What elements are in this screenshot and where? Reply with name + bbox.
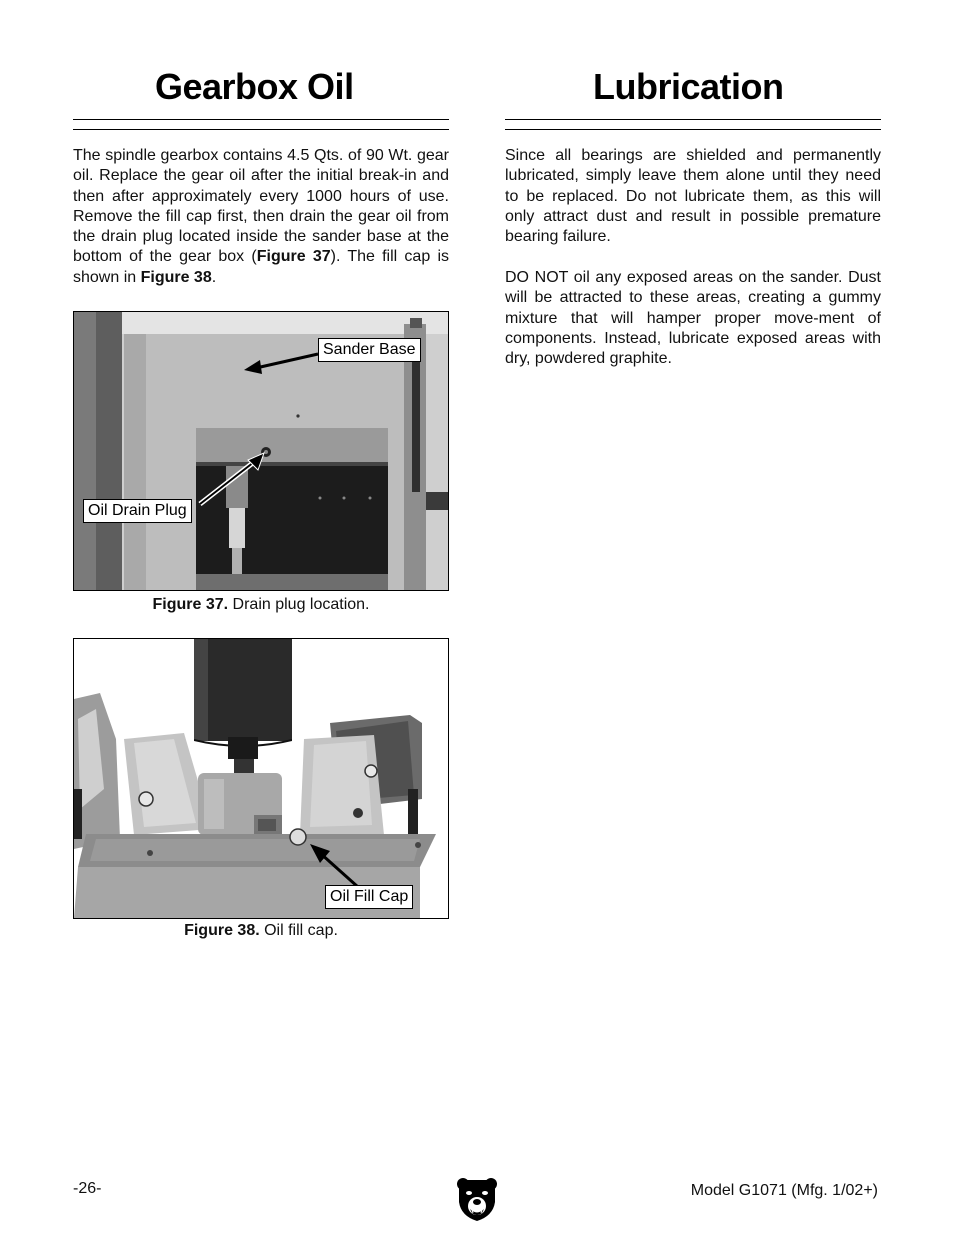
- sander-base-callout: Sander Base: [318, 338, 421, 362]
- gearbox-oil-paragraph: The spindle gearbox contains 4.5 Qts. of 90 Wt. gear oil. Replace the gear oil after the initial break-in and then after approximately every 1000 hours of use. Remove the fill cap first, then drain the gear oil from the drain plug located inside the sander base at the bottom of the gear box (Figure 37). The fill cap is shown in Figure 38.: [73, 147, 449, 286]
- figure-38-photo: [73, 638, 449, 919]
- figure-37-caption: Figure 37. Drain plug location.: [152, 596, 370, 613]
- lubrication-paragraph-2: DO NOT oil any exposed areas on the sander. Dust will be attracted to these areas, creating a gummy mixture that will hamper proper move-ment of components. Instead, lubricate exposed areas with dry, powdered graphite.: [505, 269, 881, 368]
- gearbox-oil-heading: Gearbox Oil: [155, 66, 354, 107]
- right-heading-rule-bottom: [505, 129, 881, 130]
- oil-drain-plug-callout: Oil Drain Plug: [83, 499, 192, 523]
- right-heading-rule-top: [505, 119, 881, 120]
- page-number: -26-: [73, 1180, 102, 1197]
- oil-fill-cap-callout: Oil Fill Cap: [325, 885, 413, 909]
- figure-37-reference: Figure 37: [256, 248, 331, 266]
- bear-logo-icon: [457, 1176, 497, 1222]
- lubrication-paragraph-1: Since all bearings are shielded and permanently lubricated, simply leave them alone until they need to be replaced. Do not lubricate them, as this will only attract dust and result in possible premature bearing failure.: [505, 147, 881, 246]
- left-heading-rule-bottom: [73, 129, 449, 130]
- lubrication-heading: Lubrication: [593, 66, 784, 107]
- model-number: Model G1071 (Mfg. 1/02+): [690, 1182, 878, 1199]
- left-heading-rule-top: [73, 119, 449, 120]
- figure-37-photo: [73, 311, 449, 591]
- figure-38-reference: Figure 38: [140, 268, 212, 286]
- figure-38-caption: Figure 38. Oil fill cap.: [184, 922, 338, 939]
